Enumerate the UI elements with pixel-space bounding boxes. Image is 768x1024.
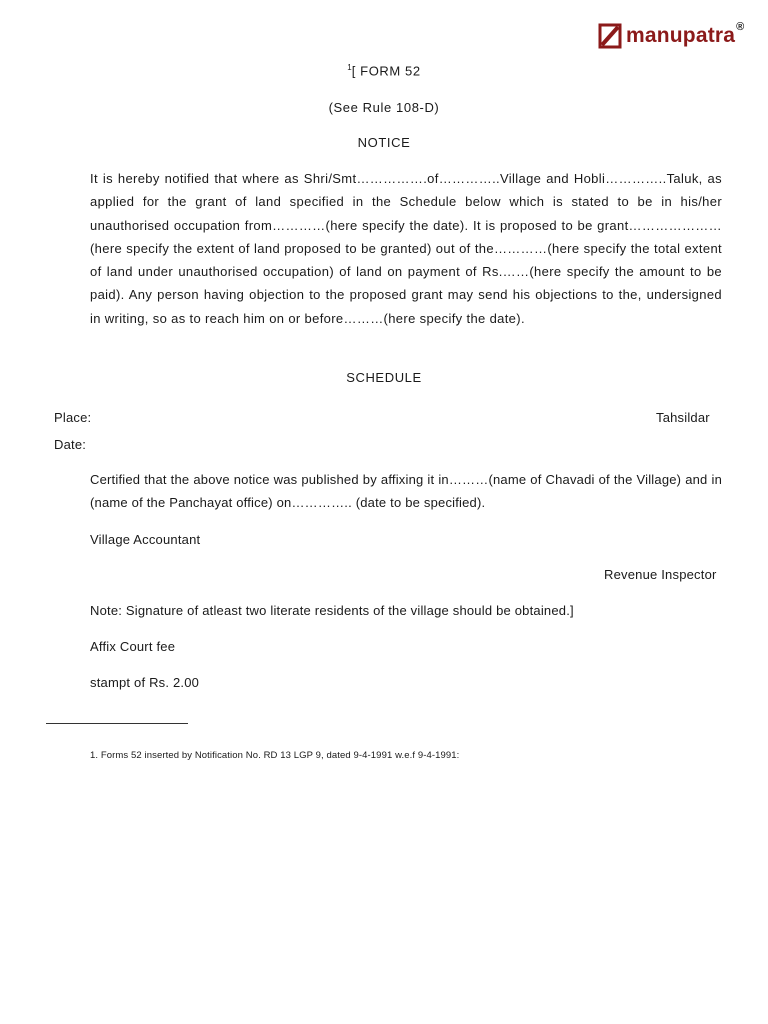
logo-wordmark: manupatra <box>626 24 736 47</box>
place-label: Place: <box>54 410 92 425</box>
footnote-divider <box>46 723 188 724</box>
signature-note: Note: Signature of atleast two literate residents of the village should be obtained.] <box>90 603 574 618</box>
registered-mark: ® <box>736 21 745 33</box>
court-fee-label: Affix Court fee <box>90 639 176 654</box>
form-title <box>0 63 768 78</box>
notice-body: It is hereby notified that where as Shri/Smt…………….of…………..Village and Hobli…………..Taluk, as applied for the grant of land specified in the Schedule below which is stated to be in his/her unauthorised occupation from…………(here specify the date). It is proposed to be grant…………………(here specify the extent of land proposed to be granted) out of the…………(here specify the total extent of land under unauthorised occupation) of land on payment of Rs.……(here specify the amount to be paid). Any person having objection to the proposed grant may send his objections to the, undersigned in writing, so as to reach him on or before………(here specify the date). <box>90 171 722 326</box>
village-accountant-label: Village Accountant <box>90 532 201 547</box>
footnote-ref: 1 <box>347 63 352 72</box>
stamp-label: stampt of Rs. 2.00 <box>90 675 200 690</box>
notice-heading: NOTICE <box>357 135 411 150</box>
schedule-heading: SCHEDULE <box>346 370 422 385</box>
date-label: Date: <box>54 437 87 452</box>
footnote-text: 1. Forms 52 inserted by Notification No. RD 13 LGP 9, dated 9-4-1991 w.e.f 9-4-1991: <box>90 750 460 761</box>
manupatra-logo-icon <box>598 23 622 49</box>
revenue-inspector-label: Revenue Inspector <box>604 567 717 582</box>
rule-reference: (See Rule 108-D) <box>328 100 440 115</box>
form-title-text: [ FORM 52 <box>351 63 421 79</box>
certificate-text: Certified that the above notice was published by affixing it in………(name of Chavadi of the Village) and in (name of the Panchayat office) on………….. (date to be specified). <box>90 472 722 511</box>
manupatra-logo <box>598 20 744 52</box>
tahsildar-label: Tahsildar <box>656 410 710 425</box>
